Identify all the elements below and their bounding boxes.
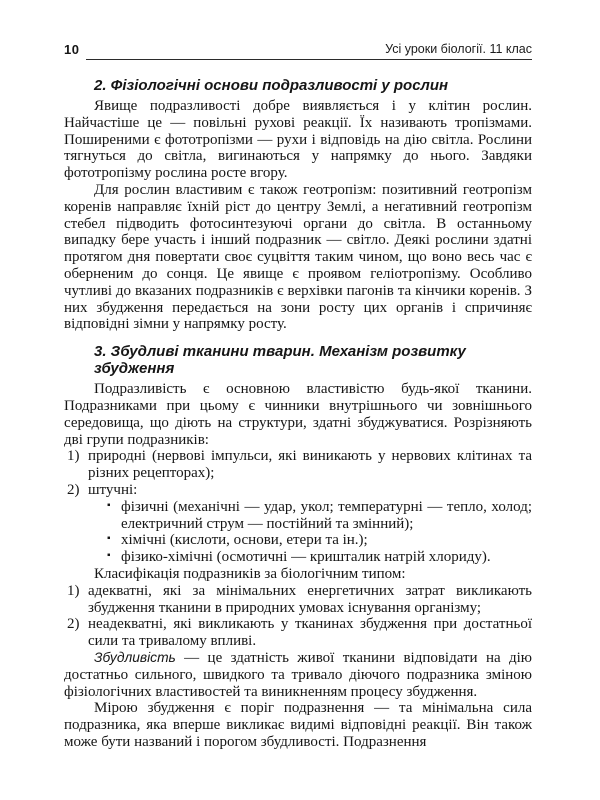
list-marker: 1) [67, 448, 80, 465]
list-item-text: неадекватні, які викликають у тканинах збудження при достатньої сили та тривалому впливі. [88, 616, 532, 650]
list-item-text: адекватні, які за мінімальних енергетичних затрат викликають збудження тканини в природних умовах існування організму; [88, 582, 532, 616]
classification-item-2 [64, 616, 532, 650]
stimuli-group-item-1 [64, 448, 532, 482]
list-item-text: хімічні (кислоти, основи, етери та ін.); [121, 532, 368, 549]
list-item-text: природні (нервові імпульси, які виникають у нервових клітинах та різних рецепторах); [88, 448, 532, 482]
section-2-paragraph-2: Для рослин властивим є також геотропізм: позитивний геотропізм коренів направляє їхній ріст до центру Землі, а негативний геотропізм стебел підводить фотосинтезуючі органи до світла. В останньому випадку бере участь і інший подразник — світло. Деякі рослини здатні протягом дня повертати своє суцвіття таким чином, що воно весь час є оберненим до сонця. Це явище є проявом геліотропізму. Особливо чутливі до вказаних подразників є верхівки пагонів та кінчики коренів. З них збудження передається на зони росту цих органів і спричиняє відповідні зімни у напрямку росту. [64, 181, 532, 333]
page-header [64, 42, 532, 60]
stimuli-group-item-2 [64, 482, 532, 499]
classification-item-1 [64, 583, 532, 617]
page-number: 10 [64, 42, 80, 57]
section-3-intro-paragraph: Подразливість є основною властивістю будь-якої тканини. Подразниками при цьому є чинники внутрішнього чи зовнішнього середовища, що діють на структури, здатні збуджуватися. Розрізняють дві групи подразників: [64, 381, 532, 448]
list-marker: 2) [67, 481, 80, 498]
excitability-term: Збудливість [94, 649, 176, 665]
square-bullet-icon: ▪ [107, 550, 111, 562]
artificial-type-item-2 [64, 532, 532, 549]
list-item-text: фізико-хімічні (осмотичні — кришталик натрій хлориду). [121, 549, 491, 566]
threshold-paragraph: Мірою збудження є поріг подразнення — та мінімальна сила подразника, яка вперше викликає видимі відповідні реакції. Він також може бути названий і порогом збудливості. Подразнення [64, 700, 532, 750]
square-bullet-icon: ▪ [107, 533, 111, 545]
section-3-heading: 3. Збудливі тканини тварин. Механізм розвитку збудження [94, 343, 466, 378]
excitability-definition-paragraph [64, 650, 532, 700]
running-title: Усі уроки біології. 11 клас [385, 42, 532, 56]
list-item-text: фізичні (механічні — удар, укол; температурні — тепло, холод; електричний струм — постійний та змінний); [121, 498, 532, 532]
square-bullet-icon: ▪ [107, 499, 111, 511]
section-2-heading: 2. Фізіологічні основи подразливості у рослин [94, 77, 449, 94]
artificial-type-item-1 [64, 499, 532, 533]
list-item-text: штучні: [88, 481, 138, 498]
page-body [64, 77, 532, 751]
running-title-rule [86, 42, 532, 60]
list-marker: 2) [67, 616, 80, 633]
artificial-type-item-3 [64, 549, 532, 566]
excitability-definition-text: — це здатність живої тканини відповідати на дію достатньо сильного, швидкого та тривало діючого подразника зміною фізіологічних властивостей та виникненням процесу збудження. [64, 649, 532, 700]
classification-intro-line: Класифікація подразників за біологічним типом: [94, 565, 406, 582]
list-marker: 1) [67, 582, 80, 599]
section-2-paragraph-1: Явище подразливості добре виявляється і у клітин рослин. Найчастіше це — повільні рухові реакції. Їх називають тропізмами. Поширеними є фототропізми — рухи і відповідь на дію світла. Рослини тягнуться до світла, вигинаються у напрямку до нього. Завдяки фототропізму рослина росте вгору. [64, 98, 532, 182]
